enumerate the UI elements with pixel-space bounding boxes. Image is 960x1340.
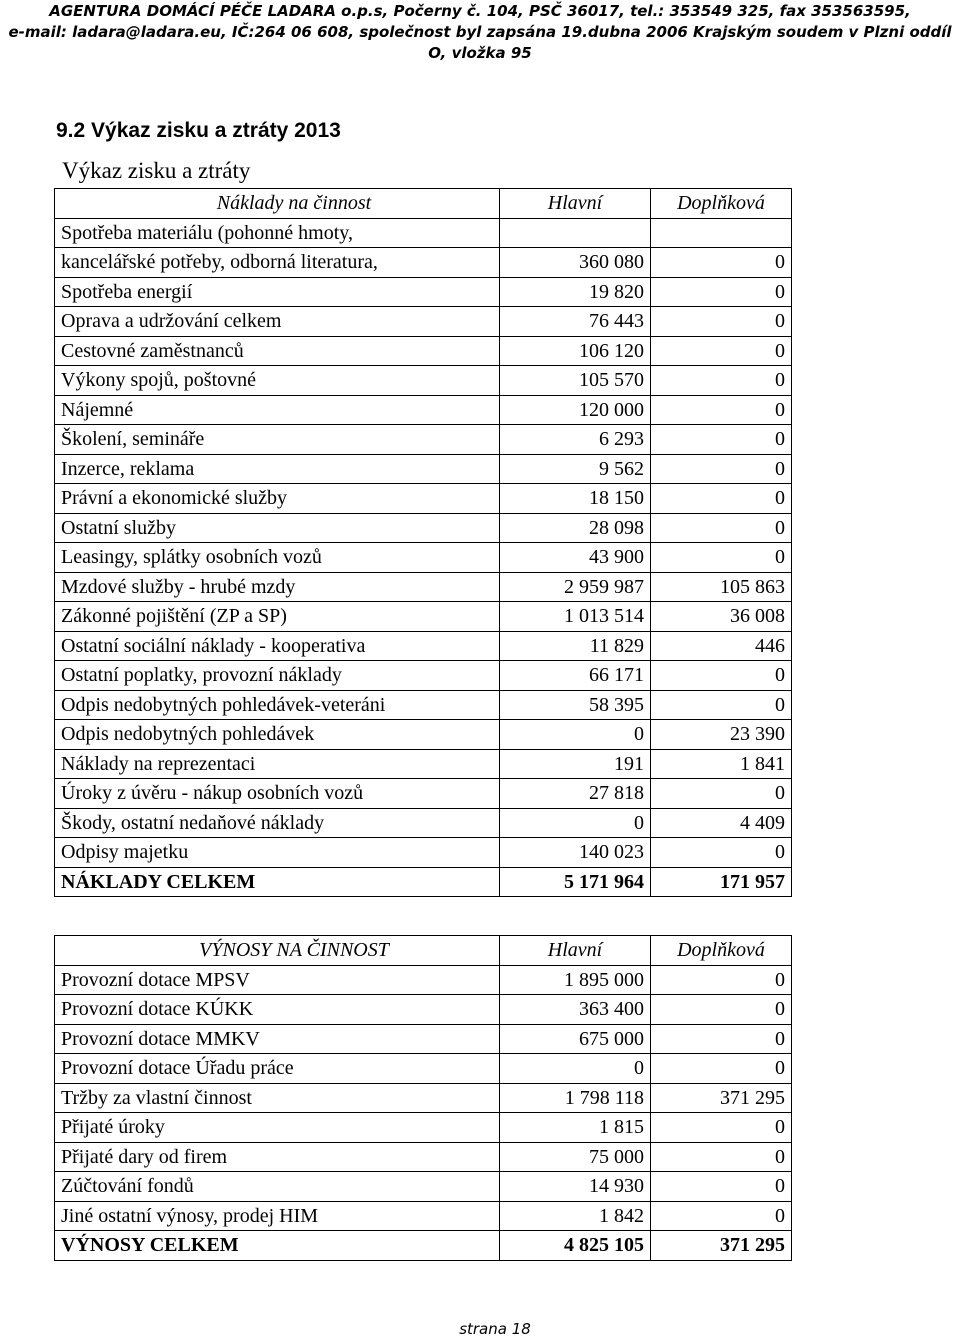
revenues-label-cell: Zúčtování fondů	[55, 1172, 500, 1202]
revenues-label-cell: Jiné ostatní výnosy, prodej HIM	[55, 1201, 500, 1231]
costs-main-cell: 120 000	[500, 395, 651, 425]
costs-main-cell: 1 013 514	[500, 602, 651, 632]
costs-main-cell: 18 150	[500, 484, 651, 514]
revenues-secondary-cell: 0	[651, 1024, 792, 1054]
page-number: strana 18	[459, 1320, 531, 1338]
costs-secondary-cell: 0	[651, 366, 792, 396]
costs-row	[55, 631, 792, 661]
costs-secondary-cell: 0	[651, 395, 792, 425]
revenues-secondary-cell: 0	[651, 1201, 792, 1231]
costs-label-cell: kancelářské potřeby, odborná literatura,	[55, 248, 500, 278]
revenues-secondary-cell: 0	[651, 1142, 792, 1172]
costs-row	[55, 720, 792, 750]
costs-label-cell: Úroky z úvěru - nákup osobních vozů	[55, 779, 500, 809]
costs-row	[55, 277, 792, 307]
costs-secondary-cell: 0	[651, 248, 792, 278]
costs-row	[55, 248, 792, 278]
costs-label-cell: Škody, ostatní nedaňové náklady	[55, 808, 500, 838]
costs-main-cell: 27 818	[500, 779, 651, 809]
costs-label-cell: Odpisy majetku	[55, 838, 500, 868]
costs-label-cell: Ostatní sociální náklady - kooperativa	[55, 631, 500, 661]
costs-row	[55, 366, 792, 396]
revenues-label-cell: VÝNOSY CELKEM	[55, 1231, 500, 1261]
costs-main-cell: 360 080	[500, 248, 651, 278]
costs-label-cell: Leasingy, splátky osobních vozů	[55, 543, 500, 573]
costs-label-cell: Výkony spojů, poštovné	[55, 366, 500, 396]
revenues-label-cell: Provozní dotace KÚKK	[55, 995, 500, 1025]
revenues-row	[55, 1172, 792, 1202]
costs-label-cell: Spotřeba materiálu (pohonné hmoty,	[55, 218, 500, 248]
costs-row	[55, 307, 792, 337]
costs-secondary-cell: 0	[651, 484, 792, 514]
costs-secondary-cell: 0	[651, 513, 792, 543]
revenues-main-cell: 4 825 105	[500, 1231, 651, 1261]
revenues-label-cell: Provozní dotace Úřadu práce	[55, 1054, 500, 1084]
costs-secondary-cell	[651, 218, 792, 248]
revenues-row	[55, 965, 792, 995]
revenues-row	[55, 1054, 792, 1084]
revenues-label-cell: Přijaté dary od firem	[55, 1142, 500, 1172]
revenues-label-cell: VÝNOSY NA ČINNOST	[55, 936, 500, 966]
costs-secondary-cell: 0	[651, 425, 792, 455]
costs-secondary-cell: 0	[651, 307, 792, 337]
costs-main-cell: 191	[500, 749, 651, 779]
costs-label-cell: Školení, semináře	[55, 425, 500, 455]
costs-row	[55, 425, 792, 455]
revenues-secondary-cell: Doplňková	[651, 936, 792, 966]
revenues-secondary-cell: 0	[651, 995, 792, 1025]
costs-main-cell: 76 443	[500, 307, 651, 337]
costs-secondary-cell: 0	[651, 277, 792, 307]
costs-row	[55, 661, 792, 691]
costs-label-cell: Spotřeba energií	[55, 277, 500, 307]
costs-label-cell: Náklady na činnost	[55, 189, 500, 219]
costs-secondary-cell: 0	[651, 779, 792, 809]
revenues-main-cell: 0	[500, 1054, 651, 1084]
revenues-secondary-cell: 0	[651, 1172, 792, 1202]
costs-secondary-cell: 105 863	[651, 572, 792, 602]
costs-secondary-cell: Doplňková	[651, 189, 792, 219]
costs-label-cell: Cestovné zaměstnanců	[55, 336, 500, 366]
costs-main-cell: 0	[500, 808, 651, 838]
costs-main-cell: 19 820	[500, 277, 651, 307]
costs-secondary-cell: 1 841	[651, 749, 792, 779]
costs-label-cell: Právní a ekonomické služby	[55, 484, 500, 514]
revenues-row	[55, 1142, 792, 1172]
costs-row	[55, 336, 792, 366]
revenues-main-cell: 1 842	[500, 1201, 651, 1231]
company-header	[0, 0, 960, 64]
costs-row	[55, 602, 792, 632]
costs-secondary-cell: 0	[651, 336, 792, 366]
costs-main-cell: 66 171	[500, 661, 651, 691]
costs-label-cell: Zákonné pojištění (ZP a SP)	[55, 602, 500, 632]
revenues-main-cell: 1 815	[500, 1113, 651, 1143]
revenues-row	[55, 1083, 792, 1113]
header-line-1: AGENTURA DOMÁCÍ PÉČE LADARA o.p.s, Počerny č. 104, PSČ 36017, tel.: 353549 325, fax 353563595,	[49, 2, 911, 20]
costs-main-cell	[500, 218, 651, 248]
costs-row	[55, 218, 792, 248]
revenues-label-cell: Přijaté úroky	[55, 1113, 500, 1143]
costs-label-cell: Náklady na reprezentaci	[55, 749, 500, 779]
costs-label-cell: Inzerce, reklama	[55, 454, 500, 484]
costs-secondary-cell: 171 957	[651, 867, 792, 897]
costs-label-cell: Odpis nedobytných pohledávek	[55, 720, 500, 750]
costs-secondary-cell: 0	[651, 454, 792, 484]
revenues-main-cell: Hlavní	[500, 936, 651, 966]
costs-label-cell: Ostatní poplatky, provozní náklady	[55, 661, 500, 691]
revenues-main-cell: 1 798 118	[500, 1083, 651, 1113]
revenues-row	[55, 1113, 792, 1143]
costs-row	[55, 484, 792, 514]
costs-label-cell: Oprava a udržování celkem	[55, 307, 500, 337]
costs-row	[55, 513, 792, 543]
costs-row	[55, 690, 792, 720]
costs-secondary-cell: 0	[651, 838, 792, 868]
costs-label-cell: NÁKLADY CELKEM	[55, 867, 500, 897]
revenues-label-cell: Tržby za vlastní činnost	[55, 1083, 500, 1113]
costs-row	[55, 454, 792, 484]
costs-row	[55, 779, 792, 809]
costs-main-cell: 105 570	[500, 366, 651, 396]
costs-row	[55, 395, 792, 425]
costs-main-cell: 58 395	[500, 690, 651, 720]
report-title: Výkaz zisku a ztráty	[62, 158, 251, 183]
revenues-row	[55, 1201, 792, 1231]
revenues-label-cell: Provozní dotace MPSV	[55, 965, 500, 995]
costs-secondary-cell: 0	[651, 690, 792, 720]
revenues-main-cell: 363 400	[500, 995, 651, 1025]
costs-total-row	[55, 867, 792, 897]
costs-header-row	[55, 189, 792, 219]
costs-secondary-cell: 4 409	[651, 808, 792, 838]
revenues-secondary-cell: 0	[651, 1054, 792, 1084]
costs-main-cell: 106 120	[500, 336, 651, 366]
costs-main-cell: 9 562	[500, 454, 651, 484]
costs-row	[55, 838, 792, 868]
costs-secondary-cell: 23 390	[651, 720, 792, 750]
revenues-secondary-cell: 371 295	[651, 1231, 792, 1261]
costs-main-cell: Hlavní	[500, 189, 651, 219]
costs-secondary-cell: 446	[651, 631, 792, 661]
revenues-table	[54, 935, 792, 1261]
revenues-main-cell: 14 930	[500, 1172, 651, 1202]
costs-secondary-cell: 0	[651, 543, 792, 573]
revenues-header-row	[55, 936, 792, 966]
header-line-2: e-mail: ladara@ladara.eu, IČ:264 06 608, společnost byl zapsána 19.dubna 2006 Krajským soudem v Plzni oddíl O, vložka 95	[8, 23, 952, 62]
costs-label-cell: Nájemné	[55, 395, 500, 425]
costs-row	[55, 543, 792, 573]
revenues-row	[55, 995, 792, 1025]
costs-label-cell: Odpis nedobytných pohledávek-veteráni	[55, 690, 500, 720]
costs-secondary-cell: 36 008	[651, 602, 792, 632]
revenues-secondary-cell: 371 295	[651, 1083, 792, 1113]
costs-main-cell: 6 293	[500, 425, 651, 455]
revenues-main-cell: 75 000	[500, 1142, 651, 1172]
costs-main-cell: 140 023	[500, 838, 651, 868]
costs-row	[55, 749, 792, 779]
revenues-secondary-cell: 0	[651, 1113, 792, 1143]
revenues-label-cell: Provozní dotace MMKV	[55, 1024, 500, 1054]
costs-main-cell: 0	[500, 720, 651, 750]
revenues-total-row	[55, 1231, 792, 1261]
revenues-row	[55, 1024, 792, 1054]
costs-secondary-cell: 0	[651, 661, 792, 691]
costs-row	[55, 808, 792, 838]
costs-label-cell: Mzdové služby - hrubé mzdy	[55, 572, 500, 602]
costs-main-cell: 5 171 964	[500, 867, 651, 897]
costs-table	[54, 188, 792, 897]
costs-main-cell: 2 959 987	[500, 572, 651, 602]
costs-label-cell: Ostatní služby	[55, 513, 500, 543]
revenues-main-cell: 1 895 000	[500, 965, 651, 995]
costs-row	[55, 572, 792, 602]
revenues-secondary-cell: 0	[651, 965, 792, 995]
revenues-main-cell: 675 000	[500, 1024, 651, 1054]
costs-main-cell: 28 098	[500, 513, 651, 543]
costs-main-cell: 11 829	[500, 631, 651, 661]
costs-main-cell: 43 900	[500, 543, 651, 573]
section-heading: 9.2 Výkaz zisku a ztráty 2013	[56, 119, 341, 142]
